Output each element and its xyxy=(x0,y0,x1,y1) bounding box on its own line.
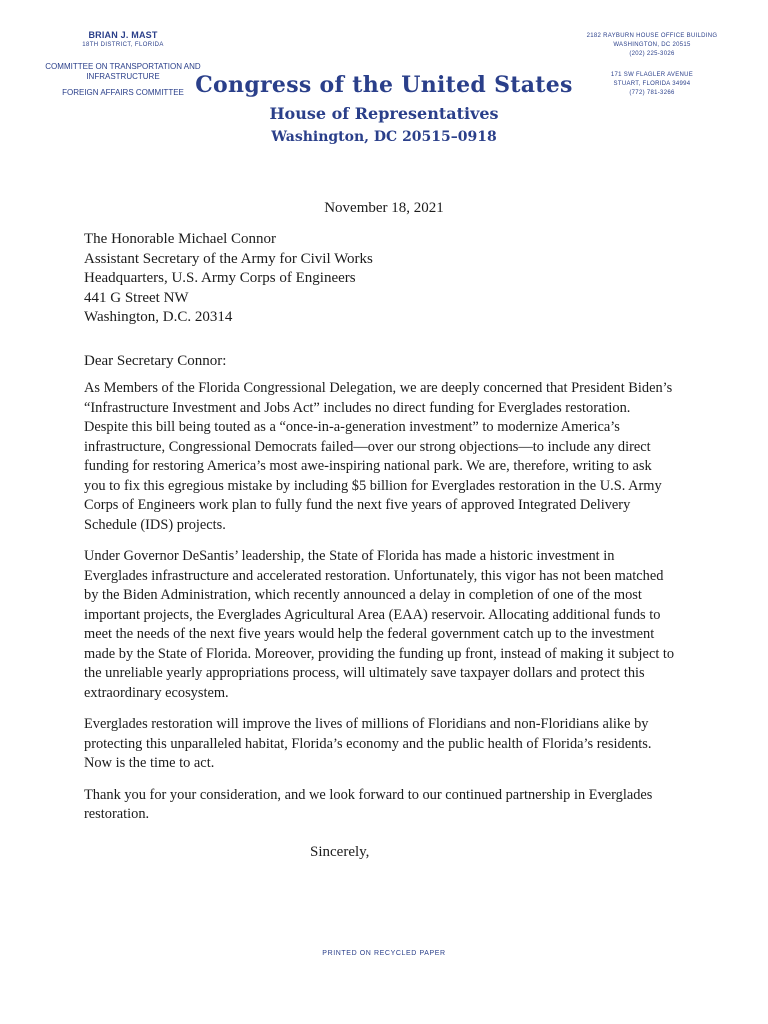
office-addresses xyxy=(572,32,732,98)
letter-date: November 18, 2021 xyxy=(324,200,444,216)
city-heading: Washington, DC 20515–0918 xyxy=(271,129,497,145)
body-paragraph: Everglades restoration will improve the lives of millions of Floridians and non-Floridians alike by protecting this unparalleled habitat, Florida’s economy and the public health of Florida’s residents. Now is the time to act. xyxy=(84,716,652,771)
closing: Sincerely, xyxy=(310,844,370,860)
recipient-line: The Honorable Michael Connor xyxy=(84,231,277,247)
committee-transportation: COMMITTEE ON TRANSPORTATION AND INFRASTRUCTURE xyxy=(45,62,201,81)
letter-body xyxy=(84,379,676,837)
office-address-line: 171 SW FLAGLER AVENUE xyxy=(610,72,694,78)
committee-foreign-affairs: FOREIGN AFFAIRS COMMITTEE xyxy=(62,88,184,97)
recycled-paper-note: PRINTED ON RECYCLED PAPER xyxy=(322,950,446,957)
office-phone: (772) 781-3266 xyxy=(629,90,675,96)
dc-office xyxy=(572,32,732,59)
office-city-line: STUART, FLORIDA 34994 xyxy=(613,81,691,87)
recipient-block xyxy=(84,230,373,328)
office-phone: (202) 225-3026 xyxy=(629,51,675,57)
recipient-line: Washington, D.C. 20314 xyxy=(84,309,233,325)
office-city-line: WASHINGTON, DC 20515 xyxy=(613,42,691,48)
body-paragraph: Under Governor DeSantis’ leadership, the State of Florida has made a historic investment in Everglades infrastructure and accelerated restoration. Unfortunately, this vigor has not been matched by the Biden Administration, which recently announced a delay in completion of one of the most important projects, the Everglades Agricultural Area (EAA) reservoir. Allocating additional funds to meet the needs of the next five years would help the federal government catch up to the investment made by the State of Florida. Moreover, providing the funding up front, instead of making it subject to the unreliable yearly appropriations process, will ultimately save taxpayer dollars and protect this extraordinary ecosystem. xyxy=(84,548,675,701)
salutation: Dear Secretary Connor: xyxy=(84,353,227,369)
house-heading: House of Representatives xyxy=(269,104,499,123)
member-name: BRIAN J. MAST xyxy=(88,30,158,40)
district-office xyxy=(572,71,732,98)
congress-heading: Congress of the United States xyxy=(195,72,573,98)
office-address-line: 2182 RAYBURN HOUSE OFFICE BUILDING xyxy=(586,33,718,39)
member-district: 18TH DISTRICT, FLORIDA xyxy=(82,42,164,48)
body-paragraph: Thank you for your consideration, and we look forward to our continued partnership in Everglades restoration. xyxy=(84,786,653,822)
recipient-line: Headquarters, U.S. Army Corps of Engineers xyxy=(84,270,356,286)
recipient-line: 441 G Street NW xyxy=(84,289,189,306)
body-paragraph: As Members of the Florida Congressional Delegation, we are deeply concerned that President Biden’s “Infrastructure Investment and Jobs Act” includes no direct funding for Everglades restoration. Despite this bill being touted as a “once-in-a-generation investment” to modernize America’s infrastructure, Congressional Democrats failed—over our strong objections—to include any direct funding for restoring America’s most awe-inspiring national park. We are, therefore, writing to ask you to fix this egregious mistake by including $5 billion for Everglades restoration in the U.S. Army Corps of Engineers work plan to fully fund the next five years of approved Integrated Delivery Schedule (IDS) projects. xyxy=(84,380,673,533)
recipient-line: Assistant Secretary of the Army for Civil Works xyxy=(84,250,373,267)
